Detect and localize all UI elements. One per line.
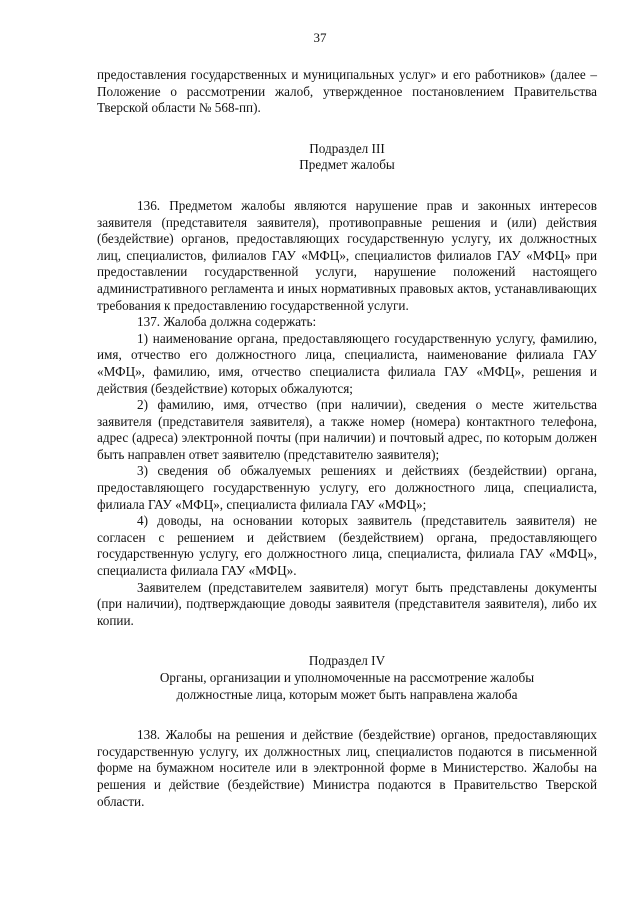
document-body (97, 67, 597, 810)
list-item-4: 4) доводы, на основании которых заявитель (представитель заявителя) не согласен с решением и действием (бездействием) органа, предоставляющего государственную услугу, его должностного лица, специалиста, филиала ГАУ «МФЦ», специалиста филиала ГАУ «МФЦ». (97, 513, 597, 579)
page-number: 37 (313, 30, 327, 45)
section-4-subtitle-line-2: должностные лица, которым может быть направлена жалоба (176, 686, 518, 702)
list-item-1: 1) наименование органа, предоставляющего государственную услугу, фамилию, имя, отчество его должностного лица, специалиста, наименование филиала ГАУ «МФЦ», фамилию, имя, отчество специалиста филиала ГАУ «МФЦ», решения и действия (бездействие) которых обжалуются; (97, 330, 597, 396)
paragraph-137: 137. Жалоба должна содержать: (137, 314, 317, 330)
list-item-3: 3) сведения об обжалуемых решениях и действиях (бездействии) органа, предоставляющего государственную услугу, его должностного лица, специалиста, филиала ГАУ «МФЦ», специалиста филиала ГАУ «МФЦ»; (97, 463, 597, 512)
list-item-2: 2) фамилию, имя, отчество (при наличии), сведения о месте жительства заявителя (представителя заявителя), а также номер (номера) контактного телефона, адрес (адреса) электронной почты (при наличии) и почтовый адрес, по которым должен быть направлен ответ заявителю (представителю заявителя); (97, 397, 597, 462)
section-3-title: Подраздел III (309, 140, 385, 156)
section-4-title: Подраздел IV (308, 653, 386, 669)
paragraph-138: 138. Жалобы на решения и действие (бездействие) органов, предоставляющих государственную услугу, их должностных лиц, специалистов подаются в письменной форме на бумажном носителе или в электронной форме в Министерство. Жалобы на решения и действие (бездействие) Министра подаются в Правительство Тверской области. (97, 727, 597, 809)
documents-paragraph: Заявителем (представителем заявителя) могут быть представлены документы (при наличии), подтверждающие доводы заявителя (представителя заявителя), либо их копии. (97, 579, 597, 628)
paragraph-136: 136. Предметом жалобы являются нарушение прав и законных интересов заявителя (представителя заявителя), противоправные решения и (или) действия (бездействие) органов, предоставляющих государственную услугу, их должностных лиц, специалистов, филиалов ГАУ «МФЦ», специалистов филиалов ГАУ «МФЦ» при предоставлении государственной услуги, нарушение положений настоящего административного регламента и иных нормативных правовых актов, устанавливающих требования к предоставлению государственной услуги. (97, 197, 597, 313)
section-3-subtitle: Предмет жалобы (299, 157, 395, 173)
section-4-subtitle-line-1: Органы, организации и уполномоченные на рассмотрение жалобы (159, 670, 535, 685)
intro-paragraph: предоставления государственных и муниципальных услуг» и его работников» (далее – Положение о рассмотрении жалоб, утвержденное постановлением Правительства Тверской области № 568-пп). (97, 67, 597, 116)
